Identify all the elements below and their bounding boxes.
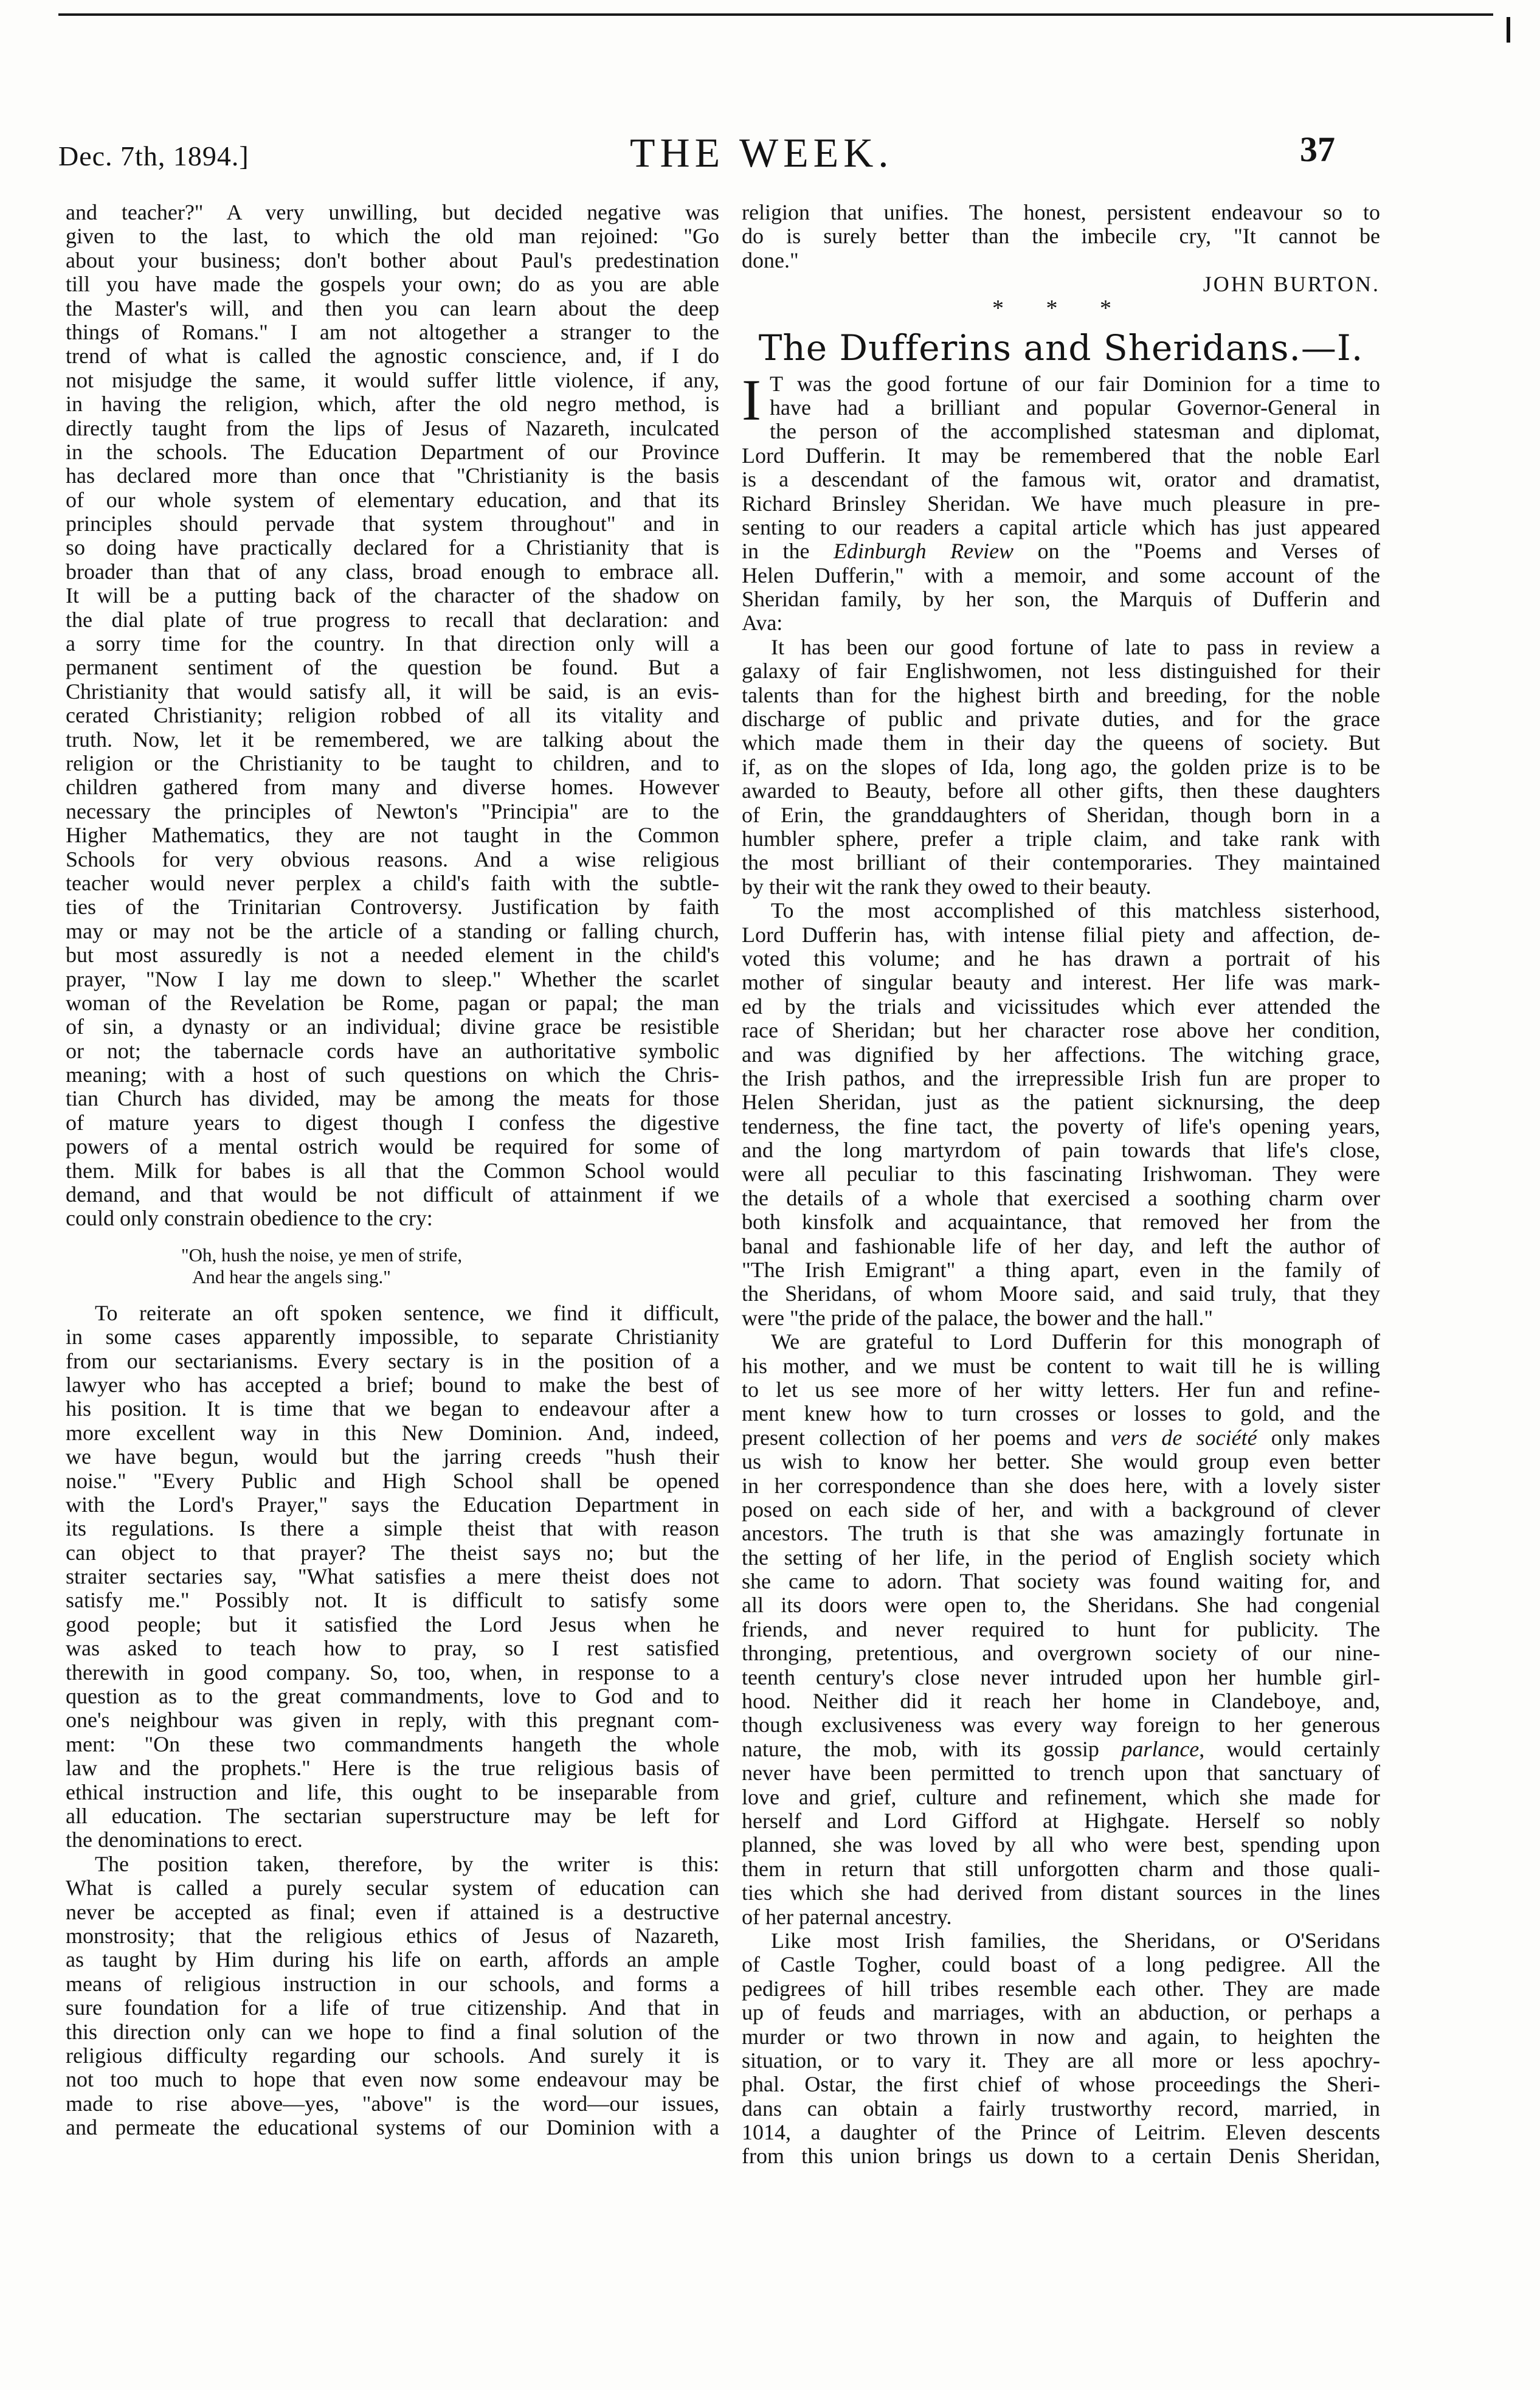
text-line: in some cases apparently impossible, to separate Christianity: [66, 1325, 719, 1349]
text-line: satisfy me." Possibly not. It is difficult to satisfy some: [66, 1588, 719, 1613]
text-line: We are grateful to Lord Dufferin for this monograph of: [771, 1330, 1380, 1354]
text-line: The position taken, therefore, by the writer is this:: [95, 1852, 719, 1876]
article-title: The Dufferins and Sheridans.—I.: [758, 327, 1364, 369]
text-line: all its doors were open to, the Sheridans. She had congenial: [742, 1593, 1380, 1618]
left-column: [66, 201, 719, 2139]
text-line: ed by the trials and vicissitudes which ever attended the: [742, 994, 1380, 1019]
text-line: never be accepted as final; even if attained is a destructive: [66, 1900, 719, 1924]
text-line: we have begun, would but the jarring creeds "hush their: [66, 1445, 719, 1469]
section-divider-stars: * * *: [992, 295, 1130, 321]
text-line: have had a brilliant and popular Governor-General in: [769, 395, 1380, 420]
text-line: murder or two thrown in now and again, to heighten the: [742, 2025, 1380, 2049]
text-line: them in return that still unforgotten charm and those quali-: [742, 1857, 1380, 1881]
text-line: his position. It is time that we began to endeavour after a: [66, 1397, 719, 1421]
text-line: not too much to hope that even now some endeavour may be: [66, 2068, 719, 2092]
text-line: made to rise above—yes, "above" is the word—our issues,: [66, 2091, 719, 2116]
text-line: cerated Christianity; religion robbed of all its vitality and: [66, 704, 719, 728]
text-line: herself and Lord Gifford at Highgate. Herself so nobly: [742, 1809, 1380, 1833]
paragraph-dufferin-4: [742, 1929, 1380, 2169]
masthead-title: THE WEEK.: [630, 130, 894, 176]
text-line: love and grief, culture and refinement, which she made for: [742, 1785, 1380, 1809]
paragraph-dufferin-3: [742, 1330, 1380, 1929]
text-line: the Irish pathos, and the irrepressible Irish fun are proper to: [742, 1066, 1380, 1090]
text-line: principles should pervade that system throughout" and in: [66, 512, 719, 536]
text-line: with the Lord's Prayer," says the Education Department in: [66, 1492, 719, 1517]
text-line: Richard Brinsley Sheridan. We have much pleasure in pre-: [742, 491, 1380, 516]
text-line: present collection of her poems and vers de société only makes: [742, 1425, 1380, 1450]
text-line: things of Romans." I am not altogether a stranger to the: [66, 320, 719, 344]
text-line: Ava:: [742, 611, 783, 636]
text-line: humbler sphere, prefer a triple claim, and take rank with: [742, 826, 1380, 851]
text-line: us wish to know her better. She would group even better: [742, 1450, 1380, 1474]
text-line: its regulations. Is there a simple theist that with reason: [66, 1517, 719, 1541]
text-line: truth. Now, let it be remembered, we are talking about the: [66, 727, 719, 752]
text-line: was asked to teach how to pray, so I rest satisfied: [66, 1637, 719, 1661]
text-line: of Castle Togher, could boast of a long pedigree. All the: [742, 1953, 1380, 1977]
text-line: of mature years to digest though I confess the digestive: [66, 1110, 719, 1135]
quoted-verse: [66, 1244, 719, 1288]
text-line: teenth century's close never intruded upon her humble girl-: [742, 1665, 1380, 1689]
text-line: though exclusiveness was every way foreign to her generous: [742, 1713, 1380, 1737]
text-line: this direction only can we hope to find a final solution of the: [66, 2020, 719, 2044]
text-line: till you have made the gospels your own; do as you are able: [66, 272, 719, 297]
text-line: more excellent way in this New Dominion. And, indeed,: [66, 1421, 719, 1445]
text-line: nature, the mob, with its gossip parlance, would certainly: [742, 1737, 1380, 1761]
text-line: has declared more than once that "Christianity is the basis: [66, 464, 719, 488]
text-line: given to the last, to which the old man rejoined: "Go: [66, 224, 719, 249]
text-line: the person of the accomplished statesman and diplomat,: [769, 420, 1380, 444]
text-line: ties which she had derived from distant sources in the lines: [742, 1881, 1380, 1905]
paragraph-education-3: [66, 1852, 719, 2140]
text-line: ment knew how to turn crosses or losses to gold, and the: [742, 1402, 1380, 1426]
text-line: situation, or to vary it. They are all more or less apochry-: [742, 2048, 1380, 2073]
text-line: friends, and never required to hunt for publicity. The: [742, 1617, 1380, 1641]
text-line: permanent sentiment of the question be found. But a: [66, 656, 719, 680]
text-line: straiter sectaries say, "What satisfies a mere theist does not: [66, 1565, 719, 1589]
text-line: Higher Mathematics, they are not taught in the Common: [66, 823, 719, 848]
text-line: directly taught from the lips of Jesus of Nazareth, inculcated: [66, 416, 719, 440]
text-line: religion or the Christianity to be taught to children, and to: [66, 751, 719, 775]
right-column: [742, 201, 1380, 2169]
text-line: pedigrees of hill tribes resemble each other. They are made: [742, 1976, 1380, 2001]
text-line: never have been permitted to trench upon that sanctuary of: [742, 1761, 1380, 1786]
text-line: sure foundation for a life of true citizenship. And that in: [66, 1996, 719, 2020]
text-line: by their wit the rank they owed to their beauty.: [742, 875, 1152, 899]
text-line: a sorry time for the country. In that direction only will a: [66, 632, 719, 656]
text-line: but most assuredly is not a needed element in the child's: [66, 943, 719, 968]
text-line: Lord Dufferin has, with intense filial piety and affection, de-: [742, 923, 1380, 947]
text-line: broader than that of any class, broad enough to embrace all.: [66, 559, 719, 584]
verse-line: "Oh, hush the noise, ye men of strife,: [181, 1244, 463, 1266]
text-line: both kinsfolk and acquaintance, that removed her from the: [742, 1210, 1380, 1235]
text-line: and permeate the educational systems of our Dominion with a: [66, 2116, 719, 2140]
drop-cap: I: [742, 367, 761, 432]
text-line: children gathered from many and diverse homes. However: [66, 775, 719, 800]
text-line: lawyer who has accepted a brief; bound to make the best of: [66, 1373, 719, 1397]
text-line: ties of the Trinitarian Controversy. Justification by faith: [66, 895, 719, 920]
text-line: and the long martyrdom of pain towards that life's close,: [742, 1138, 1380, 1163]
text-line: law and the prophets." Here is the true religious basis of: [66, 1756, 719, 1781]
text-line: if, as on the slopes of Ida, long ago, the golden prize is to be: [742, 755, 1380, 779]
spacer: [66, 1288, 719, 1301]
text-line: senting to our readers a capital article which has just appeared: [742, 515, 1380, 539]
text-line: Helen Sheridan, just as the patient sicknursing, the deep: [742, 1090, 1380, 1115]
text-line: can object to that prayer? The theist says no; but the: [66, 1540, 719, 1565]
text-line: up of feuds and marriages, with an abduction, or perhaps a: [742, 2001, 1380, 2025]
top-rule: [58, 13, 1493, 16]
text-line: ment: "On these two commandments hangeth the whole: [66, 1732, 719, 1756]
paragraph-continuation: [742, 201, 1380, 272]
text-line: dans can obtain a fairly trustworthy record, married, in: [742, 2096, 1380, 2121]
text-line: in the Edinburgh Review on the "Poems and Verses of: [742, 539, 1380, 564]
text-line: awarded to Beauty, before all other gifts, then these daughters: [742, 779, 1380, 803]
text-line: to let us see more of her witty letters. Her fun and refine-: [742, 1377, 1380, 1402]
text-line: done.": [742, 248, 799, 272]
text-line: To the most accomplished of this matchless sisterhood,: [771, 899, 1380, 923]
text-line: 1014, a daughter of the Prince of Leitrim. Eleven descents: [742, 2121, 1380, 2145]
text-line: ethical instruction and life, this ought to be inseparable from: [66, 1780, 719, 1804]
text-line: voted this volume; and he has drawn a portrait of his: [742, 946, 1380, 971]
text-line: posed on each side of her, and with a background of clever: [742, 1497, 1380, 1522]
text-line: woman of the Revelation be Rome, pagan or papal; the man: [66, 991, 719, 1015]
text-line: or not; the tabernacle cords have an authoritative symbolic: [66, 1039, 719, 1063]
text-line: in having the religion, which, after the old negro method, is: [66, 392, 719, 417]
text-line: the details of a whole that exercised a soothing charm over: [742, 1186, 1380, 1210]
text-line: the dial plate of true progress to recall that declaration: and: [66, 608, 719, 632]
text-line: of our whole system of elementary education, and that its: [66, 488, 719, 512]
text-line: religious difficulty regarding our schools. And surely it is: [66, 2043, 719, 2068]
text-line: tian Church has divided, may be among the meats for those: [66, 1087, 719, 1111]
text-line: necessary the principles of Newton's "Principia" are to the: [66, 799, 719, 823]
text-line: Lord Dufferin. It may be remembered that the noble Earl: [742, 443, 1380, 468]
verse-line: And hear the angels sing.": [192, 1266, 391, 1287]
text-line: demand, and that would be not difficult of attainment if we: [66, 1183, 719, 1207]
text-line: powers of a mental ostrich would be required for some of: [66, 1135, 719, 1159]
text-line: the most brilliant of their contemporaries. They maintained: [742, 851, 1380, 875]
text-line: all education. The sectarian superstructure may be left for: [66, 1804, 719, 1828]
text-line: the Sheridans, of whom Moore said, and said truly, that they: [742, 1282, 1380, 1306]
intro-lines: [742, 367, 1380, 636]
text-line: were "the pride of the palace, the bower and the hall.": [742, 1306, 1214, 1330]
text-line: his mother, and we must be content to wait till he is willing: [742, 1354, 1380, 1378]
text-line: It has been our good fortune of late to pass in review a: [771, 635, 1380, 659]
text-line: the setting of her life, in the period of English society which: [742, 1545, 1380, 1570]
text-line: To reiterate an oft spoken sentence, we find it difficult,: [95, 1301, 719, 1325]
text-line: Sheridan family, by her son, the Marquis of Dufferin and: [742, 587, 1380, 612]
text-line: good people; but it satisfied the Lord Jesus when he: [66, 1612, 719, 1637]
text-line: not misjudge the same, it would suffer little violence, if any,: [66, 368, 719, 392]
author-signature: JOHN BURTON.: [1203, 272, 1380, 297]
paragraph-education-2: [66, 1301, 719, 1852]
text-line: in her correspondence than she does here, with a lovely sister: [742, 1474, 1380, 1498]
paragraph-dufferin-1: [742, 636, 1380, 899]
text-line: which made them in their day the queens of society. But: [742, 731, 1380, 755]
text-line: as taught by Him during his life on earth, affords an ample: [66, 1948, 719, 1972]
text-line: Schools for very obvious reasons. And a wise religious: [66, 847, 719, 871]
text-line: and was dignified by her affections. The witching grace,: [742, 1042, 1380, 1067]
text-line: from this union brings us down to a certain Denis Sheridan,: [742, 2144, 1380, 2169]
spacer: [66, 1231, 719, 1244]
text-line: religion that unifies. The honest, persistent endeavour so to: [742, 201, 1380, 224]
text-line: teacher would never perplex a child's faith with the subtle-: [66, 871, 719, 895]
text-line: question as to the great commandments, love to God and to: [66, 1685, 719, 1709]
text-line: banal and fashionable life of her day, and left the author of: [742, 1234, 1380, 1258]
page-number: 37: [1300, 130, 1335, 169]
text-line: talents than for the highest birth and breeding, for the noble: [742, 683, 1380, 707]
text-line: "The Irish Emigrant" a thing apart, even in the family of: [742, 1258, 1380, 1283]
text-line: in the schools. The Education Department of our Province: [66, 440, 719, 464]
text-line: the denominations to erect.: [66, 1828, 303, 1852]
text-line: and teacher?" A very unwilling, but decided negative was: [66, 201, 719, 224]
text-line: one's neighbour was given in reply, with this pregnant com-: [66, 1708, 719, 1733]
text-line: could only constrain obedience to the cry:: [66, 1207, 433, 1231]
page-header: [58, 129, 1335, 178]
text-line: thronging, pretentious, and overgrown society of our nine-: [742, 1641, 1380, 1666]
text-line: do is surely better than the imbecile cry, "It cannot be: [742, 224, 1380, 249]
text-line: hood. Neither did it reach her home in Clandeboye, and,: [742, 1689, 1380, 1714]
article-intro: [742, 367, 1380, 636]
text-line: Like most Irish families, the Sheridans, or O'Seridans: [771, 1928, 1380, 1953]
text-line: from our sectarianisms. Every sectary is in the position of a: [66, 1349, 719, 1373]
text-line: were all peculiar to this fascinating Irishwoman. They were: [742, 1162, 1380, 1186]
text-line: race of Sheridan; but her character rose above her condition,: [742, 1019, 1380, 1043]
text-line: of sin, a dynasty or an individual; divine grace be resistible: [66, 1015, 719, 1039]
text-line: T was the good fortune of our fair Dominion for a time to: [769, 372, 1380, 396]
text-line: discharge of public and private duties, and for the grace: [742, 707, 1380, 732]
text-line: What is called a purely secular system of education can: [66, 1876, 719, 1900]
text-line: monstrosity; that the religious ethics of Jesus of Nazareth,: [66, 1924, 719, 1948]
text-line: so doing have practically declared for a Christianity that is: [66, 536, 719, 560]
text-line: Christianity that would satisfy all, it will be said, is an evis-: [66, 679, 719, 704]
text-line: tenderness, the fine tact, the poverty of life's opening years,: [742, 1114, 1380, 1138]
paragraph-dufferin-2: [742, 899, 1380, 1330]
text-line: the Master's will, and then you can learn about the deep: [66, 296, 719, 320]
text-line: It will be a putting back of the character of the shadow on: [66, 584, 719, 608]
text-line: she came to adorn. That society was found waiting for, and: [742, 1570, 1380, 1594]
issue-date: Dec. 7th, 1894.]: [58, 140, 249, 171]
text-line: prayer, "Now I lay me down to sleep." Whether the scarlet: [66, 967, 719, 991]
text-line: Helen Dufferin," with a memoir, and some account of the: [742, 563, 1380, 587]
text-line: of her paternal ancestry.: [742, 1905, 952, 1929]
text-line: is a descendant of the famous wit, orator and dramatist,: [742, 468, 1380, 492]
edge-mark: [1507, 17, 1510, 43]
text-line: about your business; don't bother about Paul's predestination: [66, 248, 719, 272]
text-line: trend of what is called the agnostic conscience, and, if I do: [66, 344, 719, 369]
text-line: noise." "Every Public and High School shall be opened: [66, 1469, 719, 1493]
text-line: may or may not be the article of a standing or falling church,: [66, 919, 719, 943]
text-line: therewith in good company. So, too, when, in response to a: [66, 1660, 719, 1685]
text-line: mother of singular beauty and interest. Her life was mark-: [742, 971, 1380, 995]
text-line: of Erin, the granddaughters of Sheridan, though born in a: [742, 803, 1380, 827]
text-line: ancestors. The truth is that she was amazingly fortunate in: [742, 1522, 1380, 1546]
text-line: them. Milk for babes is all that the Common School would: [66, 1159, 719, 1183]
paragraph-education-1: [66, 201, 719, 1231]
text-line: meaning; with a host of such questions on which the Chris-: [66, 1063, 719, 1087]
text-line: planned, she was loved by all who were best, spending upon: [742, 1833, 1380, 1857]
text-line: phal. Ostar, the first chief of whose proceedings the Sheri-: [742, 2073, 1380, 2097]
text-line: galaxy of fair Englishwomen, not less distinguished for their: [742, 659, 1380, 684]
text-line: means of religious instruction in our schools, and forms a: [66, 1972, 719, 1996]
